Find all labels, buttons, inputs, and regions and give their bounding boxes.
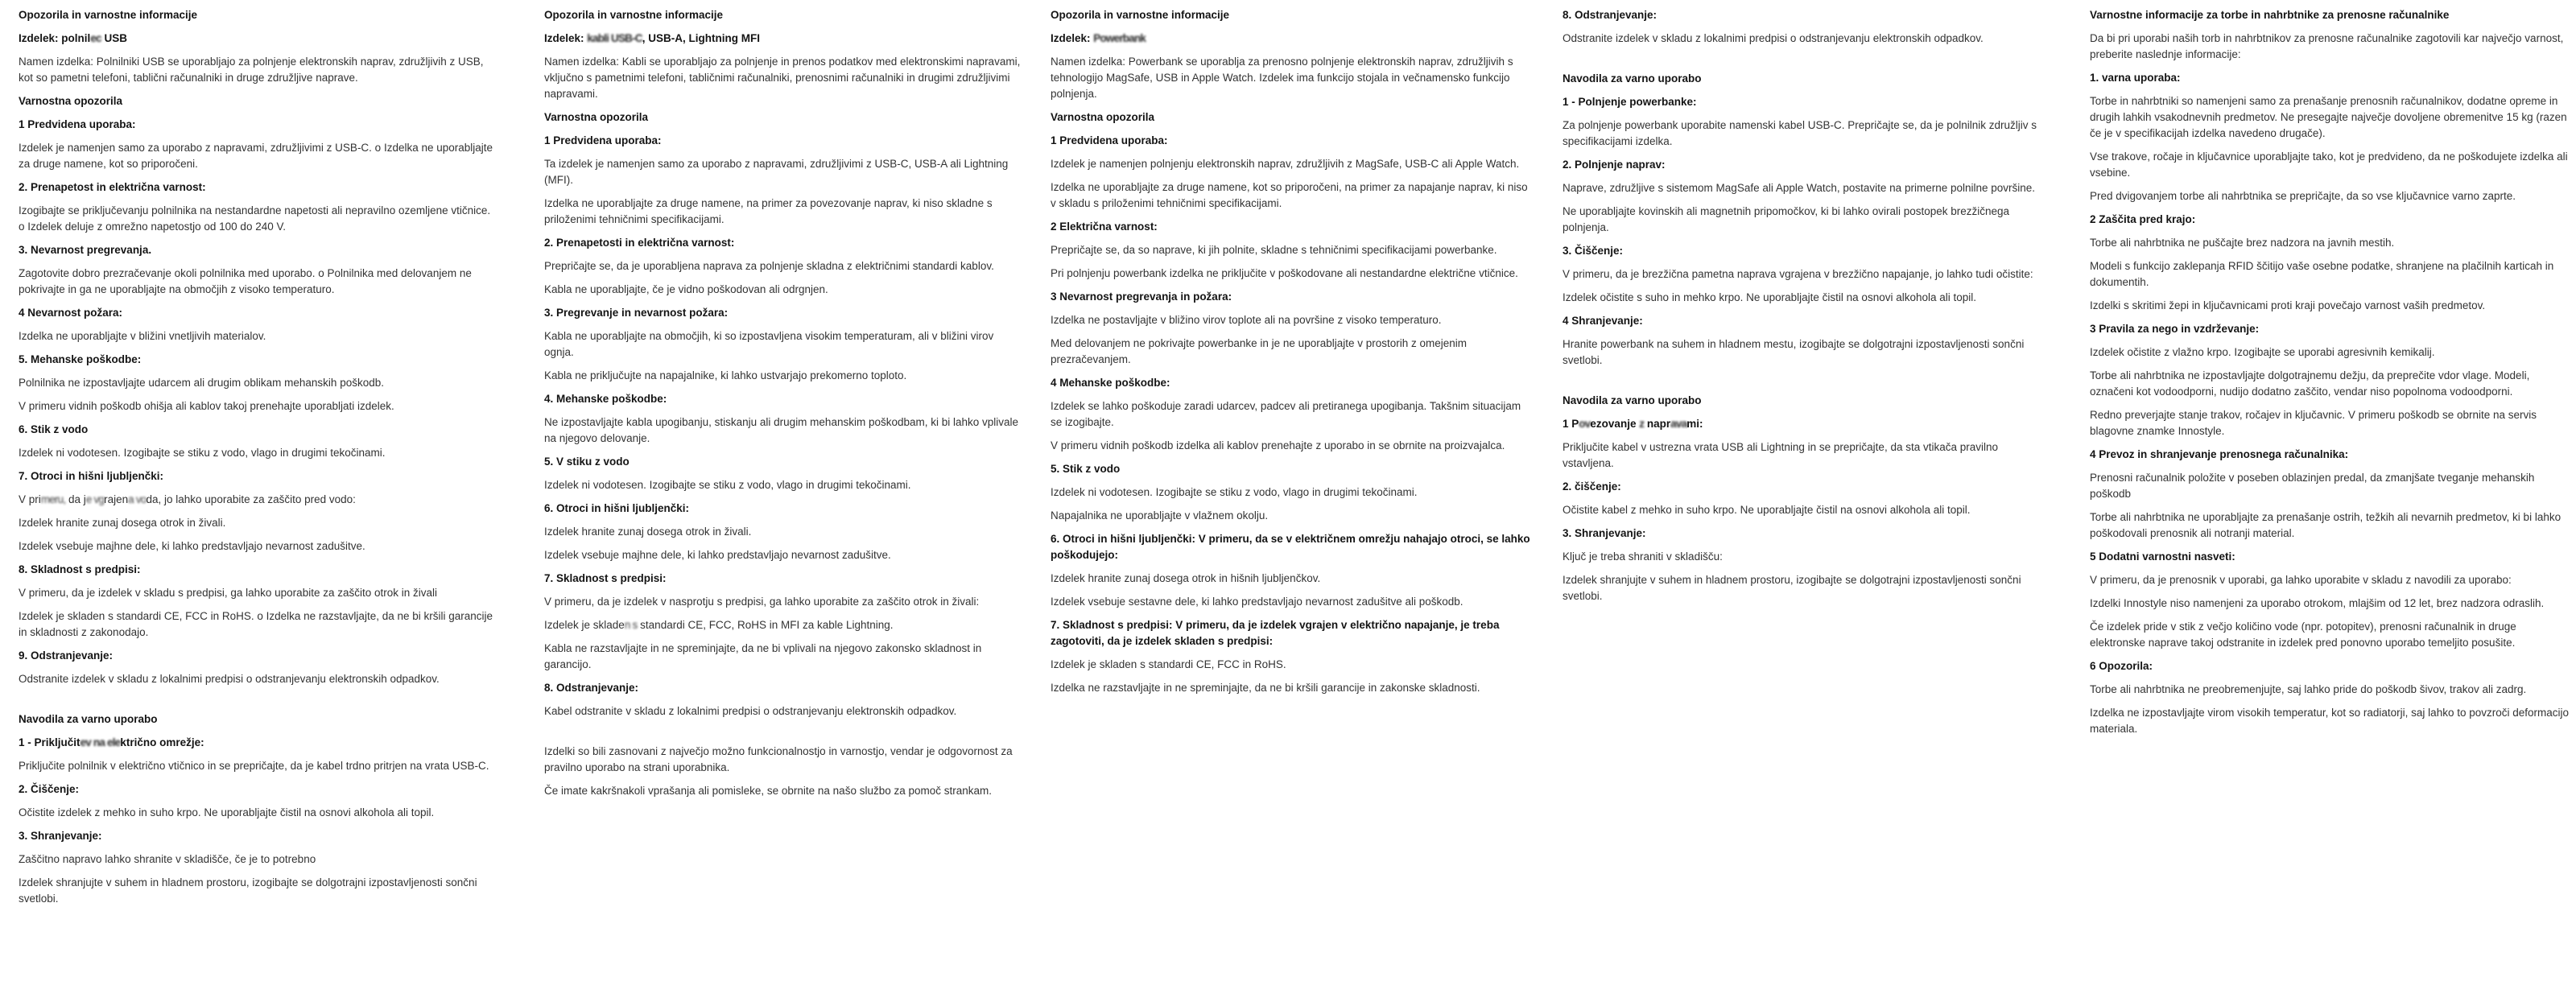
paragraph: Če imate kakršnakoli vprašanja ali pomisleke, se obrnite na našo službo za pomoč strankam.: [544, 785, 993, 797]
heading: 1 Predvidena uporaba:: [544, 134, 662, 146]
paragraph: Namen izdelka: Polnilniki USB se uporabljajo za polnjenje elektronskih naprav, združljivih z USB, kot so pametni telefoni, tablični računalniki in druge združljive naprave.: [19, 56, 484, 84]
paragraph: Redno preverjajte stanje trakov, ročajev in ključavnic. V primeru poškodb se obrnite na servis blagovne znamke Innostyle.: [2090, 409, 2537, 437]
smudged-text: z: [1639, 418, 1645, 430]
paragraph: Izdelka ne uporabljajte za druge namene, kot so priporočeni, na primer za napajanje naprav, ki niso v skladu s priloženimi tehničnimi specifikacijami.: [1051, 181, 1528, 209]
paragraph: Izdelki Innostyle niso namenjeni za uporabo otrokom, mlajšim od 12 let, brez nadzora odraslih.: [2090, 597, 2545, 609]
column-powerbank-usage: [1563, 7, 2042, 612]
paragraph: V primeru, da je brezžična pametna naprava vgrajena v brezžično napajanje, jo lahko tudi očistite:: [1563, 268, 2033, 280]
paragraph: Odstranite izdelek v skladu z lokalnimi predpisi o odstranjevanju elektronskih odpadkov.: [19, 673, 440, 685]
paragraph: Izdelka ne izpostavljajte virom visokih temperatur, kot so radiatorji, saj lahko to povzroči deformacijo materiala.: [2090, 707, 2570, 735]
paragraph: Naprave, združljive s sistemom MagSafe ali Apple Watch, postavite na primerne polnilne površine.: [1563, 182, 2036, 194]
heading: 8. Odstranjevanje:: [1563, 9, 1657, 21]
paragraph: Namen izdelka: Powerbank se uporablja za prenosno polnjenje elektronskih naprav, združljivih s tehnologijo MagSafe, USB in Apple Watch. Izdelek ima funkcijo stojala in večnamensko funkcijo polnjenja.: [1051, 56, 1513, 100]
smudged-text: e vg: [85, 493, 105, 505]
section-gap: [544, 727, 1024, 744]
heading: 5. Mehanske poškodbe:: [19, 353, 142, 365]
heading: 6. Otroci in hišni ljubljenčki: V primeru, da se v električnem omrežju nahajajo otroci, se lahko poškodujejo:: [1051, 533, 1530, 561]
heading: 4 Prevoz in shranjevanje prenosnega računalnika:: [2090, 448, 2349, 460]
paragraph: Za polnjenje powerbank uporabite namenski kabel USB-C. Prepričajte se, da je polnilnik združljiv s specifikacijami izdelka.: [1563, 119, 2037, 147]
heading: 7. Skladnost s predpisi: V primeru, da je izdelek vgrajen v električno napajanje, je treba zagotoviti, da je izdelek skladen s predpisi:: [1051, 619, 1500, 647]
heading: 7. Otroci in hišni ljubljenčki:: [19, 470, 164, 482]
paragraph: Zagotovite dobro prezračevanje okoli polnilnika med uporabo. o Polnilnika med delovanjem ne pokrivajte in ga ne uporabljajte na območjih z visoko temperaturo.: [19, 267, 472, 295]
column-laptop-bags: [2090, 7, 2570, 744]
paragraph: Očistite kabel z mehko in suho krpo. Ne uporabljajte čistil na osnovi alkohola ali topil.: [1563, 504, 1971, 516]
heading: 3. Shranjevanje:: [19, 830, 102, 842]
heading: Varnostne informacije za torbe in nahrbtnike za prenosne računalnike: [2090, 9, 2450, 21]
section-gap: [1563, 54, 2042, 71]
heading: 1 - Polnjenje powerbanke:: [1563, 96, 1697, 108]
paragraph: Prenosni računalnik položite v poseben oblazinjen predal, da zmanjšate tveganje mehanskih poškodb: [2090, 472, 2535, 500]
smudged-text: Powerbank: [1093, 32, 1146, 44]
paragraph: Hranite powerbank na suhem in hladnem mestu, izogibajte se dolgotrajni izpostavljenosti sončni svetlobi.: [1563, 338, 2025, 366]
paragraph: Namen izdelka: Kabli se uporabljajo za polnjenje in prenos podatkov med elektronskimi napravami, vključno s pametnimi telefoni, tabličnimi računalniki, prenosnimi računalniki in drugimi združljivimi napravami.: [544, 56, 1021, 100]
heading: 2. Prenapetost in električna varnost:: [19, 181, 206, 193]
paragraph: V primeru, da je vgrajena voda, jo lahko uporabite za zaščito pred vodo:: [19, 493, 356, 505]
paragraph: Izdelek vsebuje majhne dele, ki lahko predstavljajo nevarnost zadušitve.: [19, 540, 365, 552]
heading: 5 Dodatni varnostni nasveti:: [2090, 550, 2235, 563]
smudged-text: ov: [1579, 418, 1591, 430]
heading: 4 Nevarnost požara:: [19, 307, 123, 319]
heading: Opozorila in varnostne informacije: [1051, 9, 1230, 21]
paragraph: Modeli s funkcijo zaklepanja RFID ščitijo vaše osebne podatke, shranjene na plačilnih karticah in dokumentih.: [2090, 260, 2554, 288]
heading: 3 Nevarnost pregrevanja in požara:: [1051, 291, 1232, 303]
heading: Izdelek: polnilec USB: [19, 32, 127, 44]
paragraph: Torbe ali nahrbtnika ne puščajte brez nadzora na javnih mestih.: [2090, 237, 2395, 249]
paragraph: Očistite izdelek z mehko in suho krpo. Ne uporabljajte čistil na osnovi alkohola ali topil.: [19, 806, 435, 818]
heading: 5. Stik z vodo: [1051, 463, 1121, 475]
heading: 2. Prenapetosti in električna varnost:: [544, 237, 735, 249]
paragraph: Izdelek je skladen s standardi CE, FCC in RoHS.: [1051, 658, 1286, 670]
paragraph: Izdelka ne uporabljajte v bližini vnetljivih materialov.: [19, 330, 266, 342]
heading: Navodila za varno uporabo: [19, 713, 158, 725]
paragraph: Polnilnika ne izpostavljajte udarcem ali drugim oblikam mehanskih poškodb.: [19, 377, 384, 389]
heading: Navodila za varno uporabo: [1563, 394, 1702, 406]
paragraph: Izdelek hranite zunaj dosega otrok in živali.: [19, 517, 226, 529]
paragraph: Izdelek je skladen s standardi CE, FCC, RoHS in MFI za kable Lightning.: [544, 619, 894, 631]
paragraph: V primeru, da je izdelek v skladu s predpisi, ga lahko uporabite za zaščito otrok in živali: [19, 587, 438, 599]
paragraph: Izdelka ne razstavljajte in ne spreminjajte, da ne bi kršili garancije in zakonske skladnosti.: [1051, 682, 1480, 694]
heading: 2. čiščenje:: [1563, 480, 1621, 493]
paragraph: Izdelek shranjujte v suhem in hladnem prostoru, izogibajte se dolgotrajni izpostavljenosti sončni svetlobi.: [19, 876, 477, 905]
paragraph: Izdelek očistite z vlažno krpo. Izogibajte se uporabi agresivnih kemikalij.: [2090, 346, 2435, 358]
paragraph: Izdelek očistite s suho in mehko krpo. Ne uporabljajte čistil na osnovi alkohola ali topil.: [1563, 291, 1977, 303]
smudged-text: ev na ele: [80, 736, 121, 748]
heading: 2. Polnjenje naprav:: [1563, 159, 1666, 171]
paragraph: V primeru vidnih poškodb izdelka ali kablov prenehajte z uporabo in se obrnite na proizvajalca.: [1051, 439, 1505, 451]
heading: 1 Predvidena uporaba:: [1051, 134, 1168, 146]
paragraph: Torbe ali nahrbtnika ne uporabljajte za prenašanje ostrih, težkih ali nevarnih predmetov, ki bi lahko poškodovali prenosnik ali notranji material.: [2090, 511, 2562, 539]
paragraph: Ne izpostavljajte kabla upogibanju, stiskanju ali drugim mehanskim poškodbam, ki bi lahko vplivale na njegovo delovanje.: [544, 416, 1019, 444]
paragraph: Vse trakove, ročaje in ključavnice uporabljajte tako, kot je predvideno, da ne poškodujete izdelka ali vsebine.: [2090, 150, 2568, 179]
paragraph: Kabla ne uporabljajte, če je vidno poškodovan ali odrgnjen.: [544, 283, 828, 295]
section-gap: [19, 695, 498, 711]
heading: 7. Skladnost s predpisi:: [544, 572, 667, 584]
heading: 3. Nevarnost pregrevanja.: [19, 244, 152, 256]
paragraph: V primeru, da je izdelek v nasprotju s predpisi, ga lahko uporabite za zaščito otrok in živali:: [544, 596, 980, 608]
smudged-text: a vo: [128, 493, 147, 505]
heading: Navodila za varno uporabo: [1563, 72, 1702, 85]
heading: 8. Odstranjevanje:: [544, 682, 639, 694]
paragraph: Izdelek vsebuje majhne dele, ki lahko predstavljajo nevarnost zadušitve.: [544, 549, 891, 561]
heading: 4. Mehanske poškodbe:: [544, 393, 667, 405]
heading: 6. Otroci in hišni ljubljenčki:: [544, 502, 690, 514]
paragraph: Izdelek hranite zunaj dosega otrok in živali.: [544, 526, 752, 538]
smudged-text: ec: [90, 32, 101, 44]
heading: 3. Čiščenje:: [1563, 245, 1624, 257]
paragraph: Izdelka ne postavljajte v bližino virov toplote ali na površine z visoko temperaturo.: [1051, 314, 1442, 326]
column-powerbank: [1051, 7, 1530, 703]
paragraph: Kabla ne priključujte na napajalnike, ki lahko ustvarjajo prekomerno toploto.: [544, 369, 907, 381]
paragraph: Zaščitno napravo lahko shranite v skladišče, če je to potrebno: [19, 853, 316, 865]
paragraph: Izdelki so bili zasnovani z največjo možno funkcionalnostjo in varnostjo, vendar je odgovornost za pravilno uporabo na strani uporabnika.: [544, 745, 1013, 773]
paragraph: Torbe ali nahrbtnika ne izpostavljajte dolgotrajnemu dežju, da preprečite vdor vlage. Modeli, označeni kot vodoodporni, nudijo dodatno zaščito, vendar niso popolnoma vodoodporni.: [2090, 369, 2530, 398]
heading: 6 Opozorila:: [2090, 660, 2153, 672]
heading: 8. Skladnost s predpisi:: [19, 563, 141, 575]
paragraph: Izdelek je namenjen polnjenju elektronskih naprav, združljivih z MagSafe, USB-C ali Apple Watch.: [1051, 158, 1520, 170]
heading: 9. Odstranjevanje:: [19, 649, 114, 662]
paragraph: Odstranite izdelek v skladu z lokalnimi predpisi o odstranjevanju elektronskih odpadkov.: [1563, 32, 1984, 44]
paragraph: Torbe ali nahrbtnika ne preobremenjujte, saj lahko pride do poškodb šivov, trakov ali zadrg.: [2090, 683, 2527, 695]
paragraph: Pri polnjenju powerbank izdelka ne priključite v poškodovane ali nestandardne električne vtičnice.: [1051, 267, 1518, 279]
paragraph: Če izdelek pride v stik z večjo količino vode (npr. potopitev), prenosni računalnik in druge elektronske naprave takoj odstranite in izdelek pred ponovno uporabo temeljito posušite.: [2090, 621, 2516, 649]
column-cables: [544, 7, 1024, 806]
paragraph: Torbe in nahrbtniki so namenjeni samo za prenašanje prenosnih računalnikov, dodatne opreme in drugih lahkih vsakodnevnih predmetov. Ne presegajte največje dovoljene obremenitve 15 kg (razen če je v specifikacijah izdelka navedeno drugače).: [2090, 95, 2567, 139]
heading: Varnostna opozorila: [544, 111, 649, 123]
paragraph: Da bi pri uporabi naših torb in nahrbtnikov za prenosne računalnike zagotovili kar največjo varnost, preberite naslednje informacije:: [2090, 32, 2564, 60]
heading: Opozorila in varnostne informacije: [19, 9, 198, 21]
column-usb-charger: [19, 7, 498, 914]
paragraph: Kabla ne uporabljajte na območjih, ki so izpostavljena visokim temperaturam, ali v bližini virov ognja.: [544, 330, 994, 358]
heading: 2. Čiščenje:: [19, 783, 80, 795]
paragraph: Izdelek ni vodotesen. Izogibajte se stiku z vodo, vlago in drugimi tekočinami.: [19, 447, 386, 459]
paragraph: Izdelek ni vodotesen. Izogibajte se stiku z vodo, vlago in drugimi tekočinami.: [1051, 486, 1418, 498]
paragraph: Izdelek je namenjen samo za uporabo z napravami, združljivimi z USB-C. o Izdelka ne uporabljajte za druge namene, kot so priporočeni.: [19, 142, 493, 170]
heading: 2 Zaščita pred krajo:: [2090, 213, 2196, 225]
paragraph: Izdelek shranjujte v suhem in hladnem prostoru, izogibajte se dolgotrajni izpostavljenosti sončni svetlobi.: [1563, 574, 2021, 602]
heading: 2 Električna varnost:: [1051, 221, 1158, 233]
heading: Izdelek: kabli USB-C, USB-A, Lightning MFI: [544, 32, 760, 44]
heading: 5. V stiku z vodo: [544, 456, 630, 468]
heading: 3. Pregrevanje in nevarnost požara:: [544, 307, 729, 319]
heading: Izdelek: Powerbank: [1051, 32, 1146, 44]
paragraph: Napajalnika ne uporabljajte v vlažnem okolju.: [1051, 509, 1269, 522]
heading: 6. Stik z vodo: [19, 423, 89, 435]
paragraph: Priključite polnilnik v električno vtičnico in se prepričajte, da je kabel trdno pritrjen na vrata USB-C.: [19, 760, 489, 772]
paragraph: Prepričajte se, da je uporabljena naprava za polnjenje skladna z električnimi standardi kablov.: [544, 260, 994, 272]
heading: 3. Shranjevanje:: [1563, 527, 1646, 539]
paragraph: Ključ je treba shraniti v skladišču:: [1563, 550, 1723, 563]
paragraph: Pred dvigovanjem torbe ali nahrbtnika se prepričajte, da so vse ključavnice varno zaprte.: [2090, 190, 2516, 202]
smudged-text: n s: [624, 619, 638, 631]
paragraph: Izdelek je skladen s standardi CE, FCC in RoHS. o Izdelka ne razstavljajte, da ne bi kršili garancije in skladnosti z zakonodajo.: [19, 610, 493, 638]
heading: 1 Povezovanje z napravami:: [1563, 418, 1703, 430]
paragraph: Izdelka ne uporabljajte za druge namene, na primer za povezovanje naprav, ki niso skladne s priloženimi tehničnimi specifikacijami.: [544, 197, 993, 225]
paragraph: Priključite kabel v ustrezna vrata USB ali Lightning in se prepričajte, da sta vtikača pravilno vstavljena.: [1563, 441, 1999, 469]
paragraph: Izdelek hranite zunaj dosega otrok in hišnih ljubljenčkov.: [1051, 572, 1321, 584]
heading: Varnostna opozorila: [19, 95, 123, 107]
heading: 1. varna uporaba:: [2090, 72, 2181, 84]
paragraph: V primeru vidnih poškodb ohišja ali kablov takoj prenehajte uporabljati izdelek.: [19, 400, 394, 412]
section-gap: [1563, 376, 2042, 393]
paragraph: Ta izdelek je namenjen samo za uporabo z napravami, združljivimi z USB-C, USB-A ali Lightning (MFI).: [544, 158, 1009, 186]
smudged-text: kabli USB-C: [587, 32, 642, 44]
paragraph: V primeru, da je prenosnik v uporabi, ga lahko uporabite v skladu z navodili za uporabo:: [2090, 574, 2512, 586]
heading: Varnostna opozorila: [1051, 111, 1155, 123]
paragraph: Ne uporabljajte kovinskih ali magnetnih pripomočkov, ki bi lahko ovirali postopek brezžičnega polnjenja.: [1563, 205, 2010, 233]
paragraph: Izogibajte se priključevanju polnilnika na nestandardne napetosti ali nepravilno ozemljene vtičnice. o Izdelek deluje z omrežno napetostjo od 100 do 240 V.: [19, 204, 491, 233]
paragraph: Med delovanjem ne pokrivajte powerbanke in je ne uporabljajte v prostorih z omejenim prezračevanjem.: [1051, 337, 1468, 365]
smudged-text: meru,: [40, 493, 66, 505]
paragraph: Izdelek ni vodotesen. Izogibajte se stiku z vodo, vlago in drugimi tekočinami.: [544, 479, 911, 491]
heading: 1 Predvidena uporaba:: [19, 118, 136, 130]
paragraph: Prepričajte se, da so naprave, ki jih polnite, skladne s tehničnimi specifikacijami powerbanke.: [1051, 244, 1497, 256]
heading: 4 Mehanske poškodbe:: [1051, 377, 1170, 389]
paragraph: Kabla ne razstavljajte in ne spreminjajte, da ne bi vplivali na njegovo zakonsko skladnost in garancijo.: [544, 642, 982, 670]
paragraph: Kabel odstranite v skladu z lokalnimi predpisi o odstranjevanju elektronskih odpadkov.: [544, 705, 957, 717]
heading: 1 - Priključitev na električno omrežje:: [19, 736, 204, 748]
heading: 3 Pravila za nego in vzdrževanje:: [2090, 323, 2260, 335]
smudged-text: ava: [1670, 418, 1687, 430]
paragraph: Izdelek se lahko poškoduje zaradi udarcev, padcev ali pretiranega upogibanja. Takšnim situacijam se izogibajte.: [1051, 400, 1521, 428]
heading: Opozorila in varnostne informacije: [544, 9, 724, 21]
paragraph: Izdelki s skritimi žepi in ključavnicami proti kraji povečajo varnost vaših predmetov.: [2090, 299, 2486, 311]
paragraph: Izdelek vsebuje sestavne dele, ki lahko predstavljajo nevarnost zadušitve ali poškodb.: [1051, 596, 1463, 608]
heading: 4 Shranjevanje:: [1563, 315, 1643, 327]
